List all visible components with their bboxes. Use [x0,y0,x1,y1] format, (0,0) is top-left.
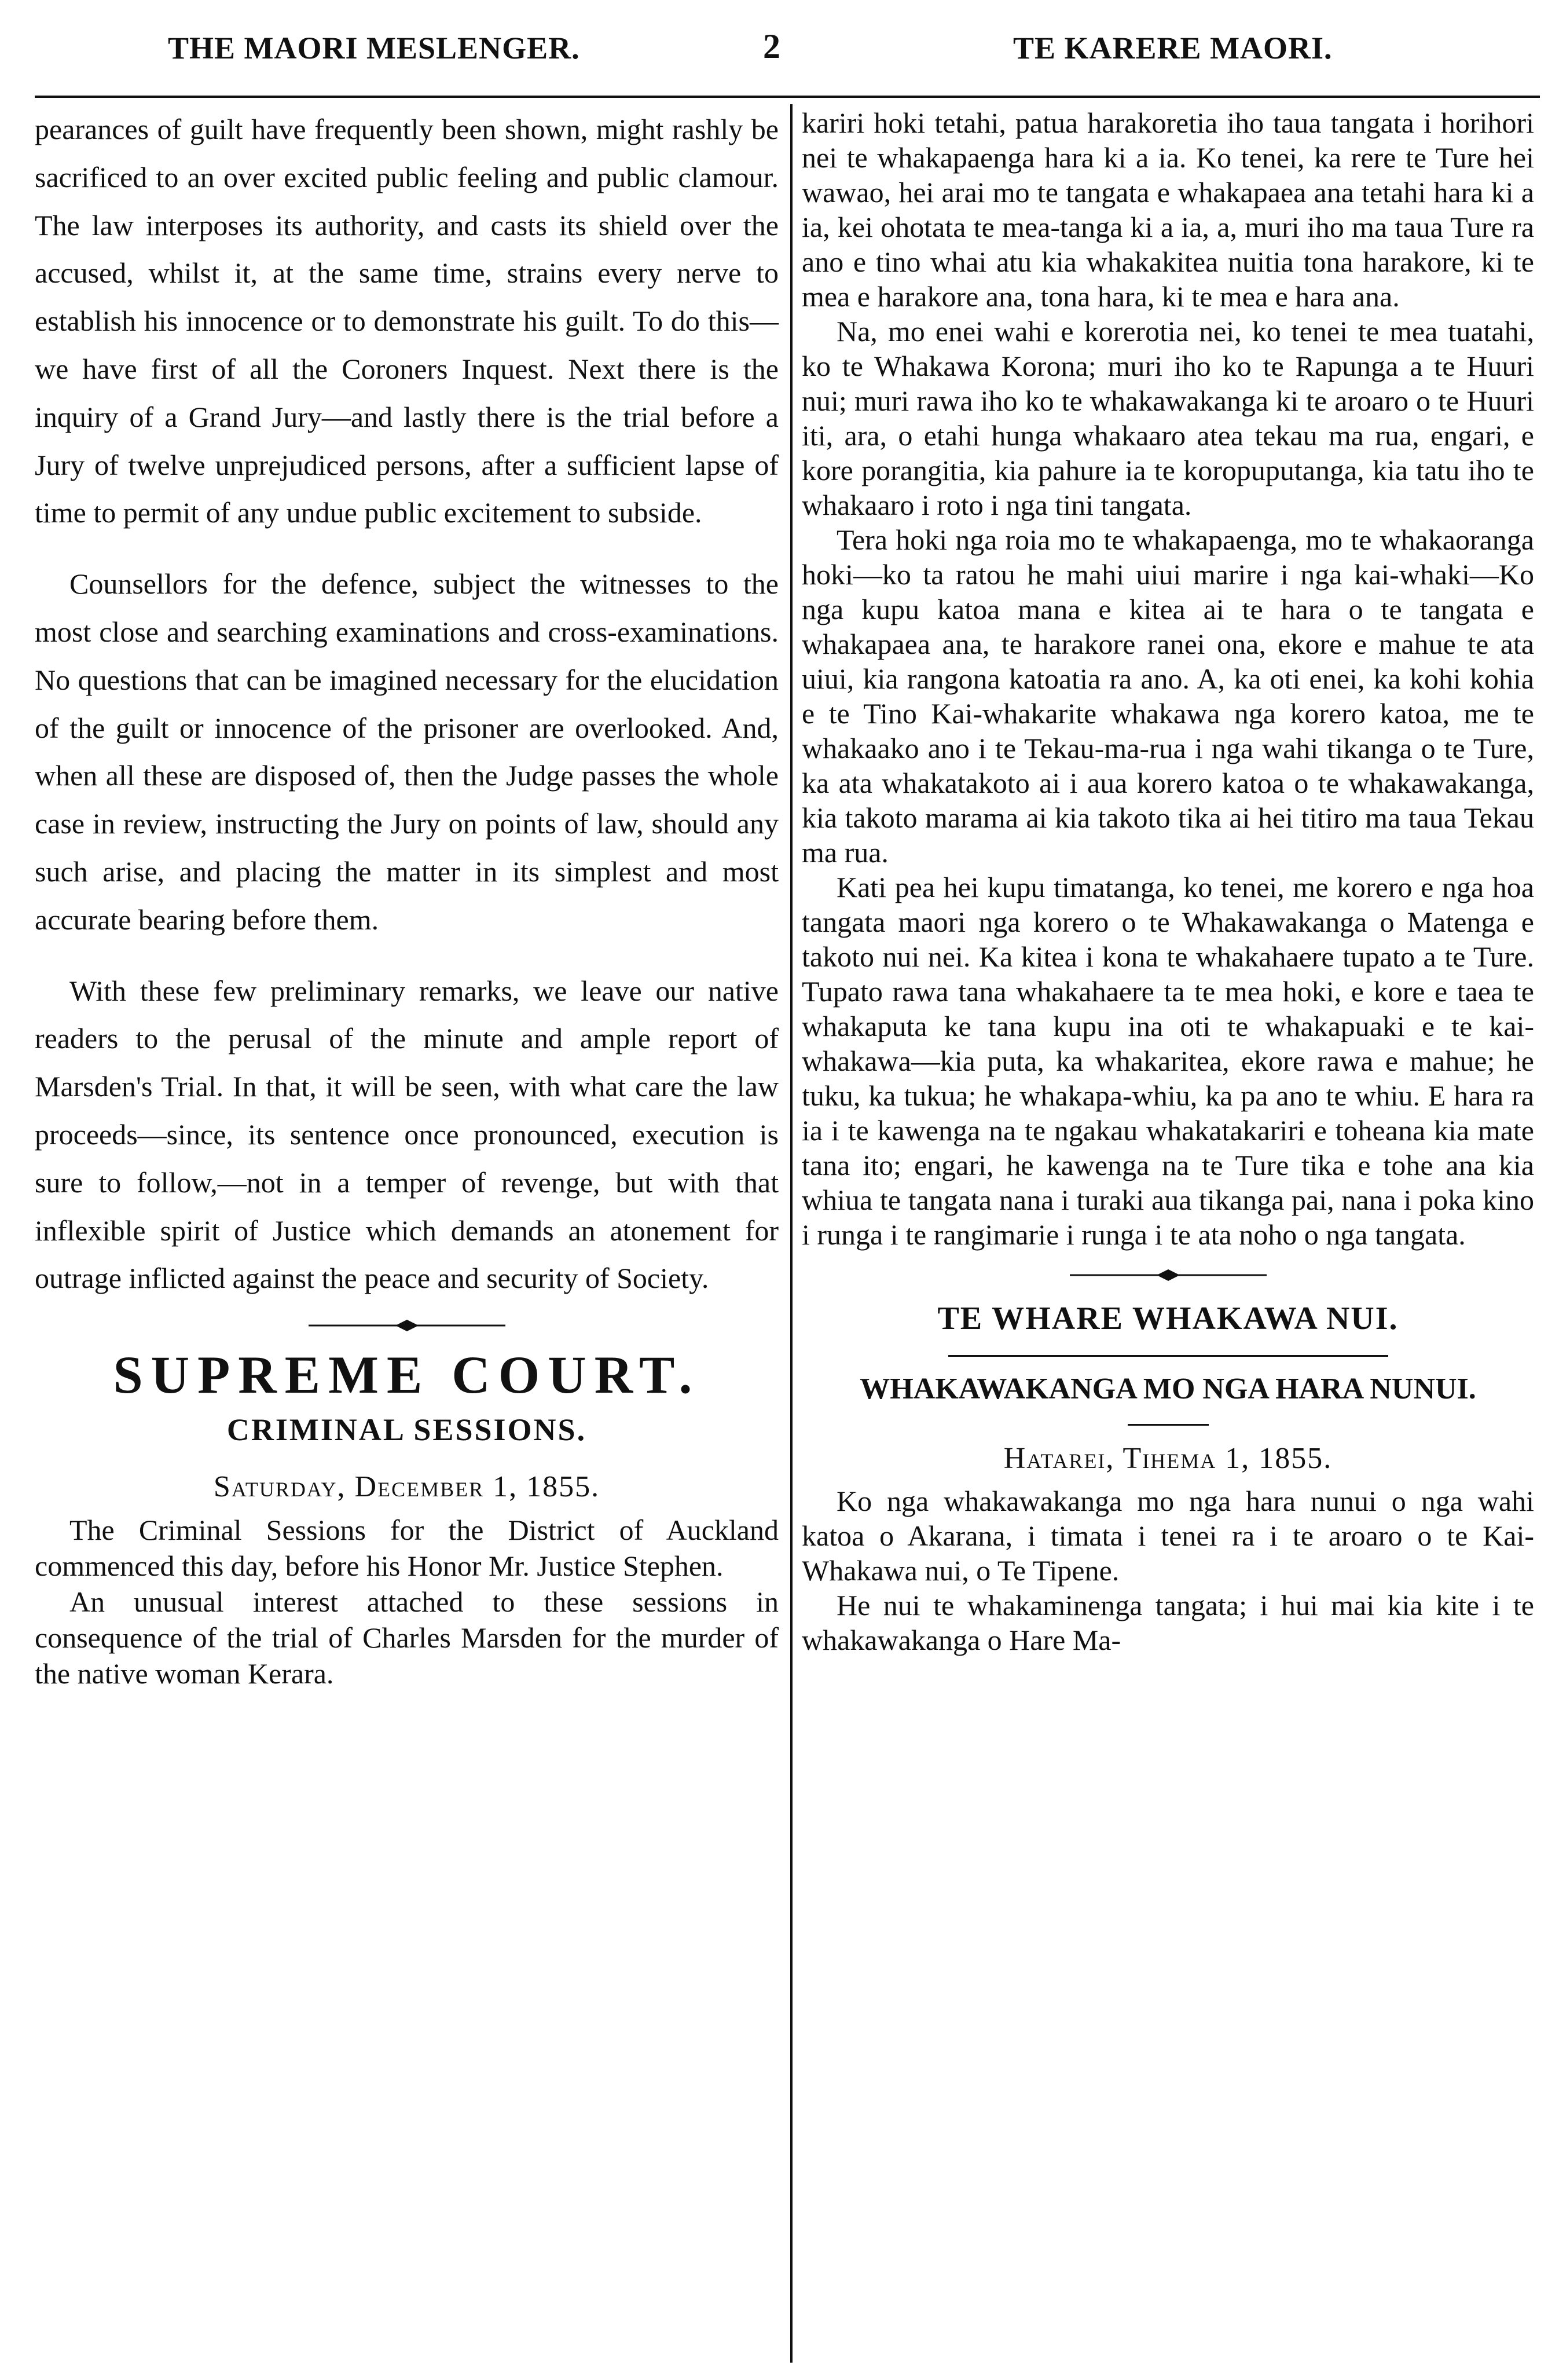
column-divider [790,104,793,2363]
maori-masthead-title: TE KARERE MAORI. [1013,31,1333,65]
english-paragraph: An unusual interest attached to these sessions in consequence of the trial of Charles Marsden for the murder of the native woman Kerara. [35,1586,779,1690]
maori-paragraph: Na, mo enei wahi e korerotia nei, ko tenei te mea tuatahi, ko te Whakawa Korona; muri iho ko te Rapunga a te Huuri nui; muri rawa iho ko te whakawakanga ki te aroaro o te Huuri iti, ara, o etahi hunga whakaaro atea tekau ma rua, engari, e kore porangitia, kia pahure ia te koropuputanga, kia tatu iho te whakaaro i roto i nga tini tangata. [802,315,1534,521]
english-paragraph: pearances of guilt have frequently been shown, might rashly be sacrificed to an over excited public feeling and public clamour. The law interposes its authority, and casts its shield over the accused, whilst it, at the same time, strains every nerve to establish his innocence or to demonstrate his guilt. To do this—we have first of all the Coroners Inquest. Next there is the inquiry of a Grand Jury—and lastly there is the trial before a Jury of twelve unprejudiced persons, after a sufficient lapse of time to permit of any undue public excitement to subside. [35,113,779,529]
english-paragraph: With these few preliminary remarks, we leave our native readers to the perusal of the minute and ample report of Marsden's Trial. In that, it will be seen, with what care the law proceeds—since, its sentence once pronounced, execution is sure to follow,—not in a temper of revenge, but with that inflexible spirit of Justice which demands an atonement for outrage inflicted against the peace and security of Society. [35,974,779,1295]
maori-column [802,105,1534,1657]
session-date: Hatarei, Tihema 1, 1855. [1003,1442,1333,1475]
heading-rule [948,1355,1388,1357]
section-divider-ornament [309,1314,505,1337]
section-subheading: CRIMINAL SESSIONS. [226,1412,587,1448]
maori-paragraph: Tera hoki nga roia mo te whakapaenga, mo te whakaoranga hoki—ko ta ratou he mahi uiui marire i nga kai-whaki—Ko nga kupu katoa mana e kitea ai te hara o te tangata e whakapaea ana, te harakore ranei ona, ekore e mahue te ata uiui, kia rangona katoatia ra ano. A, ka oti enei, ka kohi kohia e te Tino Kai-whakarite whakawa nga korero katoa, me te whakaako ano i te Tekau-ma-rua i nga wahi tikanga o te Ture, ka ata whakatakoto ai i aua korero katoa o te whakawakanga, kia takoto marama ai kia takoto tika ai hei titiro ma taua Tekau ma rua. [802,523,1534,869]
maori-paragraph: Ko nga whakawakanga mo nga hara nunui o nga wahi katoa o Akarana, i timata i tenei ra i te aroaro o te Kai-Whakawa nui, o Te Tipene. [802,1485,1534,1587]
header-rule [35,96,1540,98]
maori-paragraph: kariri hoki tetahi, patua harakoretia iho taua tangata i horihori nei te whakapaenga hara ki a ia. Ko tenei, ka rere te Ture hei wawao, hei arai mo te tangata e whakapaea ana tetahi hara ki a ia, kei ohotata te mea-tanga ki a ia, a, muri iho ma taua Ture ra ano e tino whai atu kia whakakitea nuitia tona harakore, ki te mea e harakore ana, tona hara, ki te mea e hara ana. [802,107,1534,313]
page-header [35,16,1524,86]
english-column [35,105,779,1691]
english-masthead-title: THE MAORI MESLENGER. [168,31,580,65]
section-divider-ornament [1070,1264,1267,1287]
english-paragraph: Counsellors for the defence, subject the witnesses to the most close and searching examinations and cross-examinations. No questions that can be imagined necessary for the elucidation of the guilt or innocence of the prisoner are overlooked. And, when all these are disposed of, then the Judge passes the whole case in review, instructing the Jury on points of law, should any such arise, and placing the matter in its simplest and most accurate bearing before them. [35,567,779,936]
section-heading: SUPREME COURT. [113,1345,700,1405]
heading-rule [1128,1424,1209,1426]
session-date: Saturday, December 1, 1855. [213,1470,600,1504]
page-number: 2 [763,27,781,65]
section-heading: TE WHARE WHAKAWA NUI. [937,1301,1399,1337]
maori-paragraph: Kati pea hei kupu timatanga, ko tenei, me korero e nga hoa tangata maori nga korero o te Whakawakanga o Matenga e takoto nui nei. Ka kitea i kona te whakahaere tupato a te Ture. Tupato rawa tana whakahaere ta te mea hoki, e kore e taea te whakaputa ke tana kupu ina oti te whakapuaki e te kai-whakawa—kia puta, ka whakaritea, ekore rawa e mahue; he tuku, ka tukua; he whakapa-whiu, ka pa ano te whiu. E hara ra ia i te kawenga na te ngakau whakatakariri e toheana kia mate tana ito; engari, he kawenga na te Ture tika e tohe ana kia whiua te tangata nana i turaki aua tikanga pai, nana i poka kino i runga i te rangimarie i runga i te ata noho o nga tangata. [802,871,1534,1251]
maori-paragraph: He nui te whakaminenga tangata; i hui mai kia kite i te whakawakanga o Hare Ma- [802,1589,1534,1656]
english-paragraph: The Criminal Sessions for the District of Auckland commenced this day, before his Honor Mr. Justice Stephen. [35,1514,779,1583]
section-subheading: WHAKAWAKANGA MO NGA HARA NUNUI. [860,1372,1476,1405]
